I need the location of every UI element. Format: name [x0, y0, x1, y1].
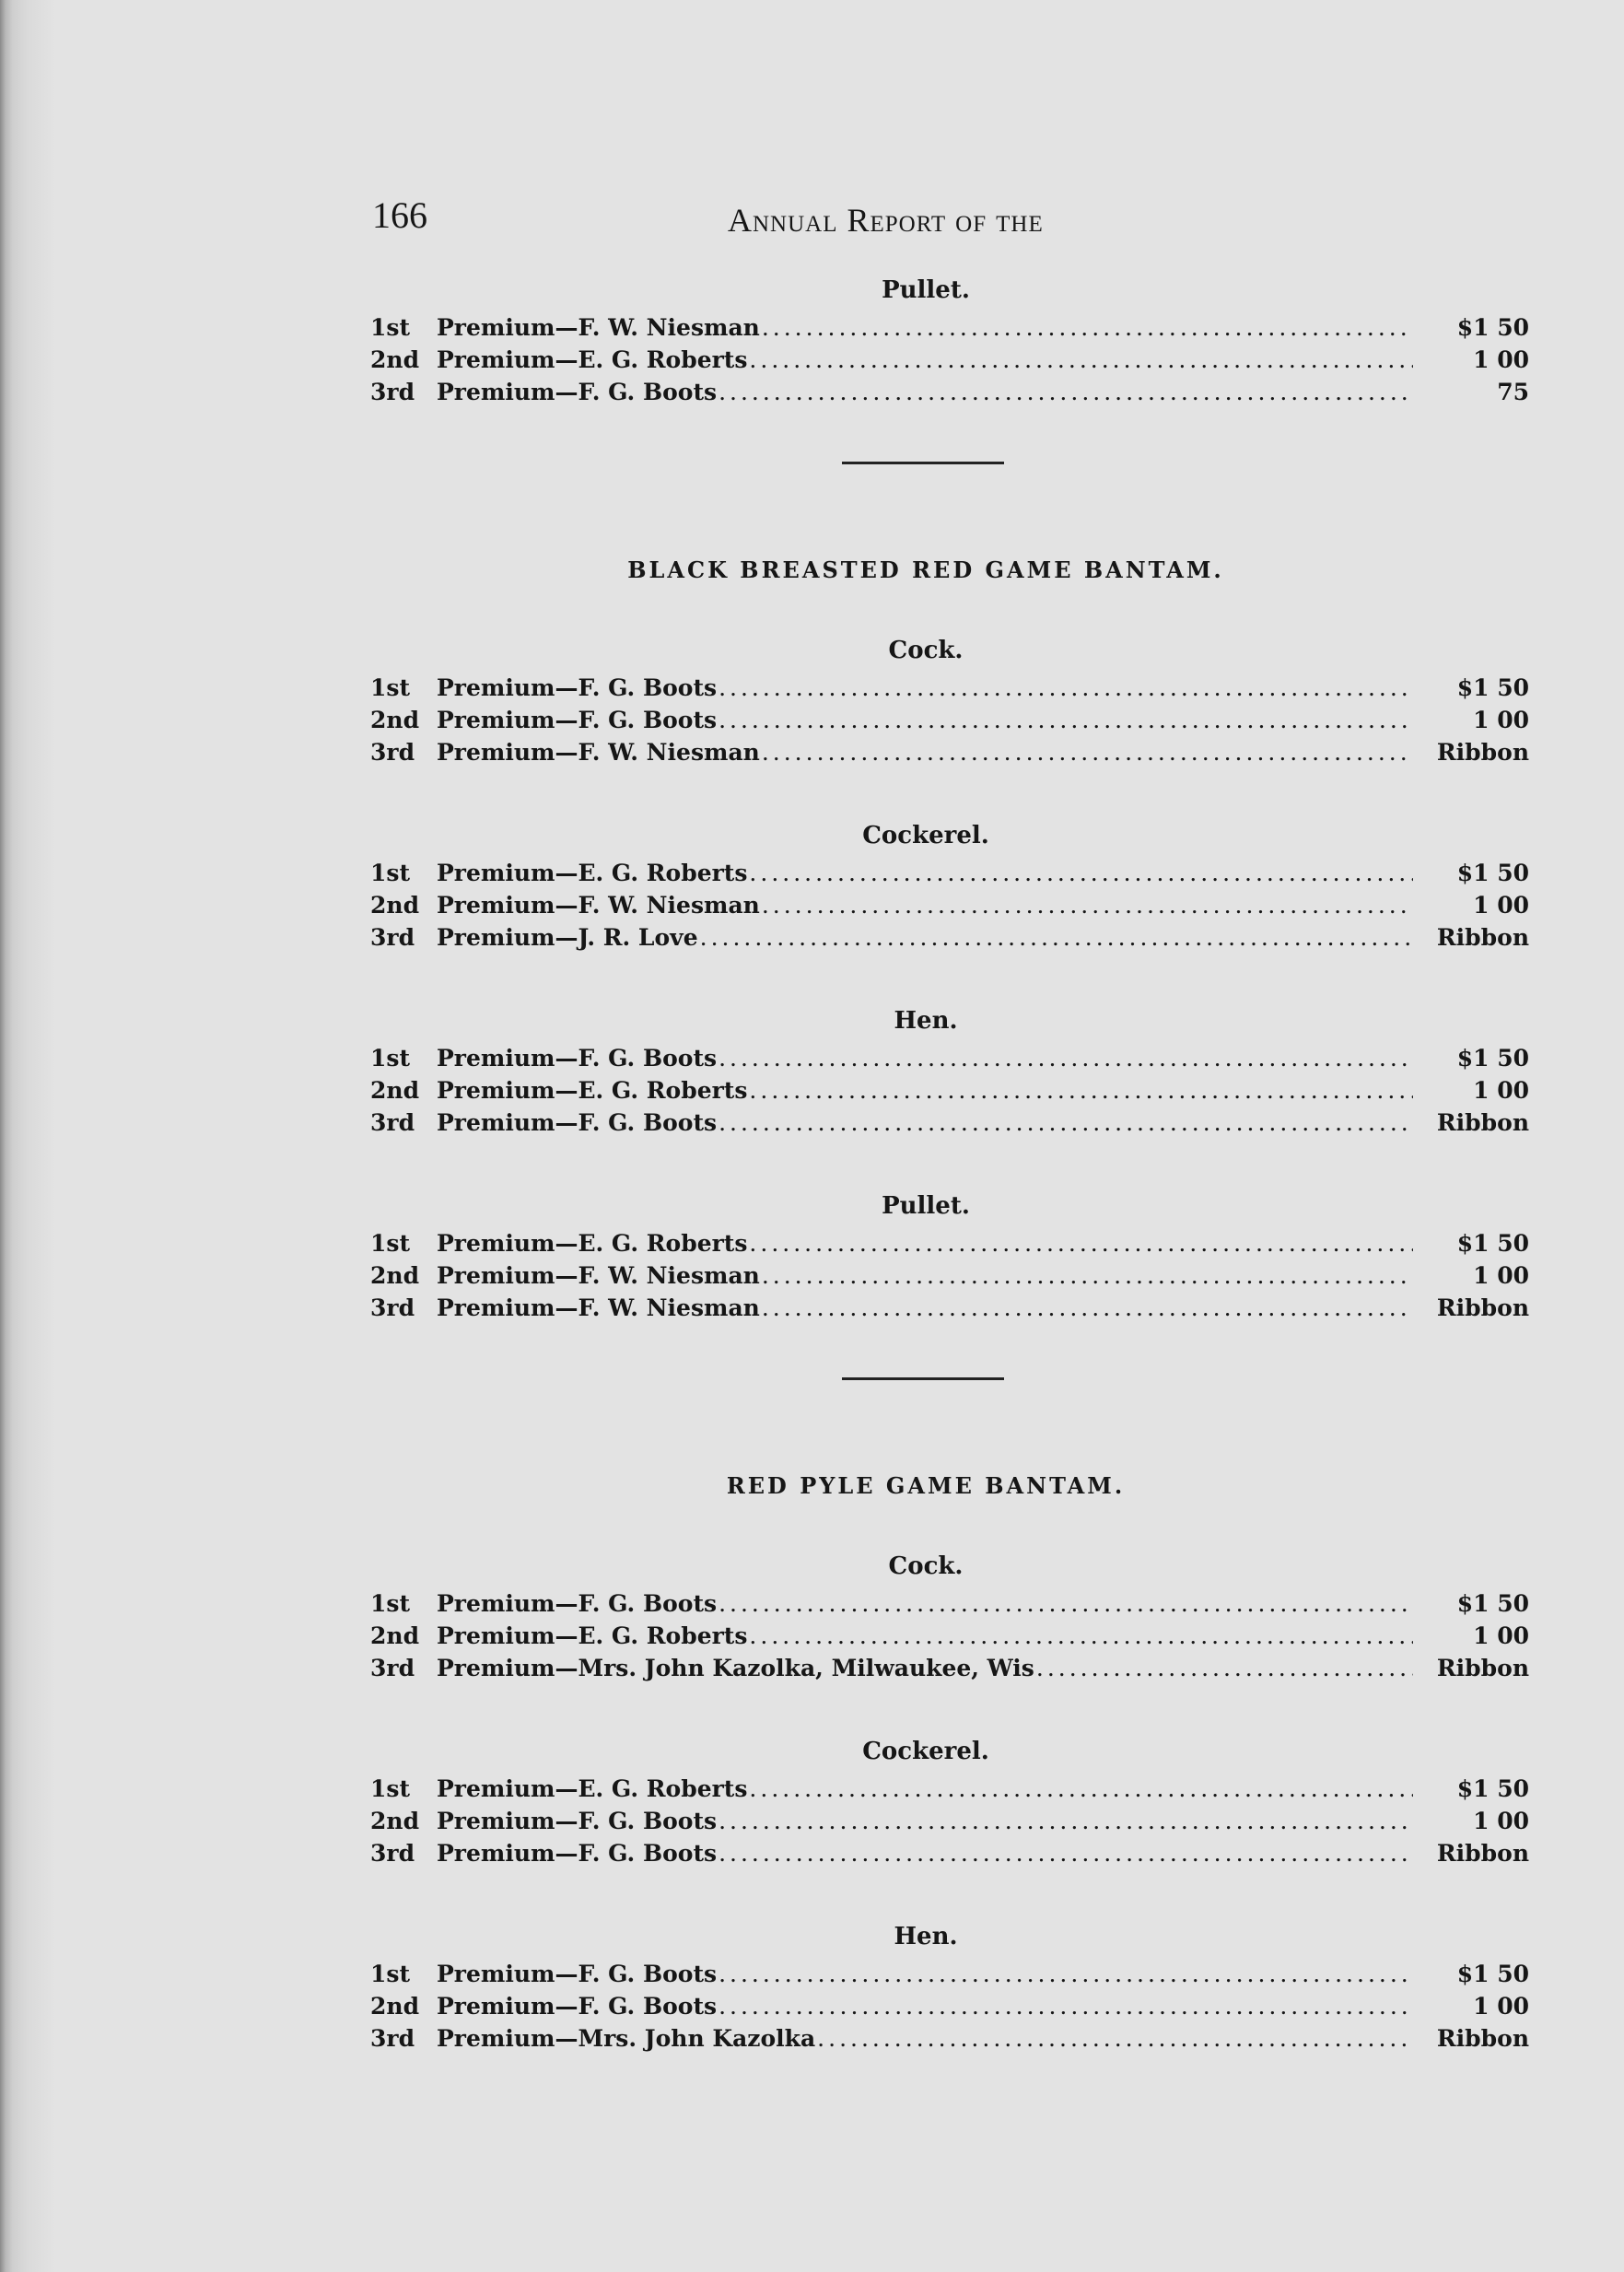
class-heading-cockerel: Cockerel. — [862, 822, 989, 849]
entry-amount: $1 50 — [1456, 1961, 1529, 1987]
entry-name: Premium—E. G. Roberts — [437, 1775, 748, 1802]
dot-leader — [719, 1042, 1413, 1074]
entry-amount: Ribbon — [1436, 739, 1529, 766]
entry-place: 2nd — [370, 1993, 420, 2020]
entry-amount: 1 00 — [1473, 346, 1529, 373]
premium-entry — [350, 1292, 1529, 1324]
entry-name: Premium—Mrs. John Kazolka, Milwaukee, Wis — [437, 1655, 1034, 1681]
entry-amount: 1 00 — [1473, 1622, 1529, 1649]
entry-amount: 1 00 — [1473, 1808, 1529, 1834]
entry-place: 2nd — [370, 1077, 420, 1104]
dot-leader — [719, 1837, 1413, 1869]
category-heading: RED PYLE GAME BANTAM. — [726, 1472, 1126, 1499]
entry-name: Premium—Mrs. John Kazolka — [437, 2025, 816, 2052]
entry-amount: $1 50 — [1456, 1045, 1529, 1072]
section-divider — [842, 462, 1004, 464]
entry-name: Premium—F. W. Niesman — [437, 1294, 760, 1321]
dot-leader — [749, 1773, 1413, 1805]
running-title: Annual Report of the — [728, 202, 1044, 239]
entry-place: 1st — [370, 674, 411, 701]
entry-place: 2nd — [370, 892, 420, 919]
entry-amount: 1 00 — [1473, 1077, 1529, 1104]
rp-game-bantam-section — [350, 1472, 1529, 2055]
dot-leader — [749, 1074, 1413, 1107]
premium-entry — [350, 2022, 1529, 2055]
entry-amount: 1 00 — [1473, 892, 1529, 919]
bbr-game-bantam-section — [350, 556, 1529, 1324]
premium-entry — [350, 1805, 1529, 1837]
dot-leader — [719, 1958, 1413, 1990]
entry-amount: Ribbon — [1436, 1109, 1529, 1136]
entry-place: 3rd — [370, 2025, 415, 2052]
entry-place: 1st — [370, 314, 411, 341]
section-divider — [842, 1377, 1004, 1380]
entry-place: 2nd — [370, 1622, 420, 1649]
entry-amount: 1 00 — [1473, 1262, 1529, 1289]
entry-name: Premium—F. G. Boots — [437, 1961, 718, 1987]
entry-place: 3rd — [370, 1109, 415, 1136]
entry-name: Premium—F. G. Boots — [437, 1045, 718, 1072]
dot-leader — [719, 1990, 1413, 2022]
dot-leader — [749, 857, 1413, 889]
class-heading-cockerel: Cockerel. — [862, 1738, 989, 1765]
dot-leader — [762, 1259, 1413, 1292]
entry-amount: $1 50 — [1456, 1775, 1529, 1802]
premium-entry — [350, 1990, 1529, 2022]
page-binding-edge — [0, 0, 55, 2272]
entry-name: Premium—F. G. Boots — [437, 1993, 718, 2020]
running-head — [350, 184, 1529, 249]
premium-entry — [350, 857, 1529, 889]
premium-entry — [350, 1620, 1529, 1652]
entry-place: 1st — [370, 1961, 411, 1987]
page-number: 166 — [372, 194, 427, 236]
entry-name: Premium—J. R. Love — [437, 924, 698, 951]
entry-name: Premium—F. W. Niesman — [437, 739, 760, 766]
dot-leader — [719, 1587, 1413, 1620]
entry-place: 1st — [370, 1590, 411, 1617]
entry-place: 2nd — [370, 346, 420, 373]
entry-name: Premium—F. W. Niesman — [437, 314, 760, 341]
premium-entry — [350, 1837, 1529, 1869]
entry-place: 1st — [370, 1775, 411, 1802]
dot-leader — [817, 2022, 1413, 2055]
entry-amount: $1 50 — [1456, 1230, 1529, 1257]
dot-leader — [749, 344, 1413, 376]
dot-leader — [719, 1805, 1413, 1837]
premium-entry — [350, 704, 1529, 736]
premium-entry — [350, 1107, 1529, 1139]
class-heading-hen: Hen. — [894, 1007, 958, 1035]
entry-name: Premium—F. W. Niesman — [437, 1262, 760, 1289]
entry-amount: Ribbon — [1436, 2025, 1529, 2052]
premium-entry — [350, 1773, 1529, 1805]
entry-place: 1st — [370, 860, 411, 886]
premium-entry — [350, 311, 1529, 344]
entry-place: 3rd — [370, 739, 415, 766]
premium-entry — [350, 1652, 1529, 1684]
entry-place: 2nd — [370, 707, 420, 733]
dot-leader — [700, 921, 1413, 954]
entry-name: Premium—E. G. Roberts — [437, 860, 748, 886]
entry-name: Premium—F. G. Boots — [437, 707, 718, 733]
entry-place: 3rd — [370, 924, 415, 951]
document-page — [350, 184, 1529, 2055]
dot-leader — [749, 1620, 1413, 1652]
entry-place: 3rd — [370, 1294, 415, 1321]
entry-name: Premium—F. W. Niesman — [437, 892, 760, 919]
entry-amount: Ribbon — [1436, 924, 1529, 951]
entry-name: Premium—E. G. Roberts — [437, 1622, 748, 1649]
pullet-section — [350, 276, 1529, 408]
entry-place: 1st — [370, 1045, 411, 1072]
entry-name: Premium—F. G. Boots — [437, 1109, 718, 1136]
entry-place: 3rd — [370, 1840, 415, 1867]
premium-entry — [350, 672, 1529, 704]
dot-leader — [762, 311, 1413, 344]
entry-name: Premium—F. G. Boots — [437, 379, 718, 405]
dot-leader — [719, 672, 1413, 704]
dot-leader — [762, 736, 1413, 768]
entry-amount: 75 — [1497, 379, 1529, 405]
entry-amount: Ribbon — [1436, 1655, 1529, 1681]
premium-entry — [350, 921, 1529, 954]
entry-amount: 1 00 — [1473, 707, 1529, 733]
entry-name: Premium—F. G. Boots — [437, 1590, 718, 1617]
premium-entry — [350, 1227, 1529, 1259]
premium-entry — [350, 736, 1529, 768]
class-heading-cock: Cock. — [888, 637, 964, 664]
dot-leader — [719, 704, 1413, 736]
class-heading-cock: Cock. — [888, 1552, 964, 1580]
entry-amount: $1 50 — [1456, 314, 1529, 341]
class-heading-hen: Hen. — [894, 1923, 958, 1950]
entry-name: Premium—F. G. Boots — [437, 674, 718, 701]
premium-entry — [350, 889, 1529, 921]
premium-entry — [350, 376, 1529, 408]
entry-place: 3rd — [370, 379, 415, 405]
premium-entry — [350, 1587, 1529, 1620]
premium-entry — [350, 1259, 1529, 1292]
entry-place: 2nd — [370, 1808, 420, 1834]
dot-leader — [719, 1107, 1413, 1139]
class-heading-pullet: Pullet. — [882, 276, 970, 304]
entry-name: Premium—F. G. Boots — [437, 1808, 718, 1834]
entry-amount: $1 50 — [1456, 674, 1529, 701]
dot-leader — [762, 1292, 1413, 1324]
entry-name: Premium—F. G. Boots — [437, 1840, 718, 1867]
entry-name: Premium—E. G. Roberts — [437, 1230, 748, 1257]
entry-amount: 1 00 — [1473, 1993, 1529, 2020]
premium-entry — [350, 344, 1529, 376]
dot-leader — [1036, 1652, 1413, 1684]
premium-entry — [350, 1074, 1529, 1107]
entry-amount: $1 50 — [1456, 860, 1529, 886]
entry-name: Premium—E. G. Roberts — [437, 1077, 748, 1104]
dot-leader — [719, 376, 1413, 408]
premium-entry — [350, 1958, 1529, 1990]
dot-leader — [762, 889, 1413, 921]
entry-place: 2nd — [370, 1262, 420, 1289]
entry-name: Premium—E. G. Roberts — [437, 346, 748, 373]
class-heading-pullet: Pullet. — [882, 1192, 970, 1220]
dot-leader — [749, 1227, 1413, 1259]
entry-amount: Ribbon — [1436, 1294, 1529, 1321]
entry-place: 1st — [370, 1230, 411, 1257]
entry-amount: $1 50 — [1456, 1590, 1529, 1617]
entry-amount: Ribbon — [1436, 1840, 1529, 1867]
entry-place: 3rd — [370, 1655, 415, 1681]
premium-entry — [350, 1042, 1529, 1074]
category-heading: BLACK BREASTED RED GAME BANTAM. — [627, 556, 1224, 583]
